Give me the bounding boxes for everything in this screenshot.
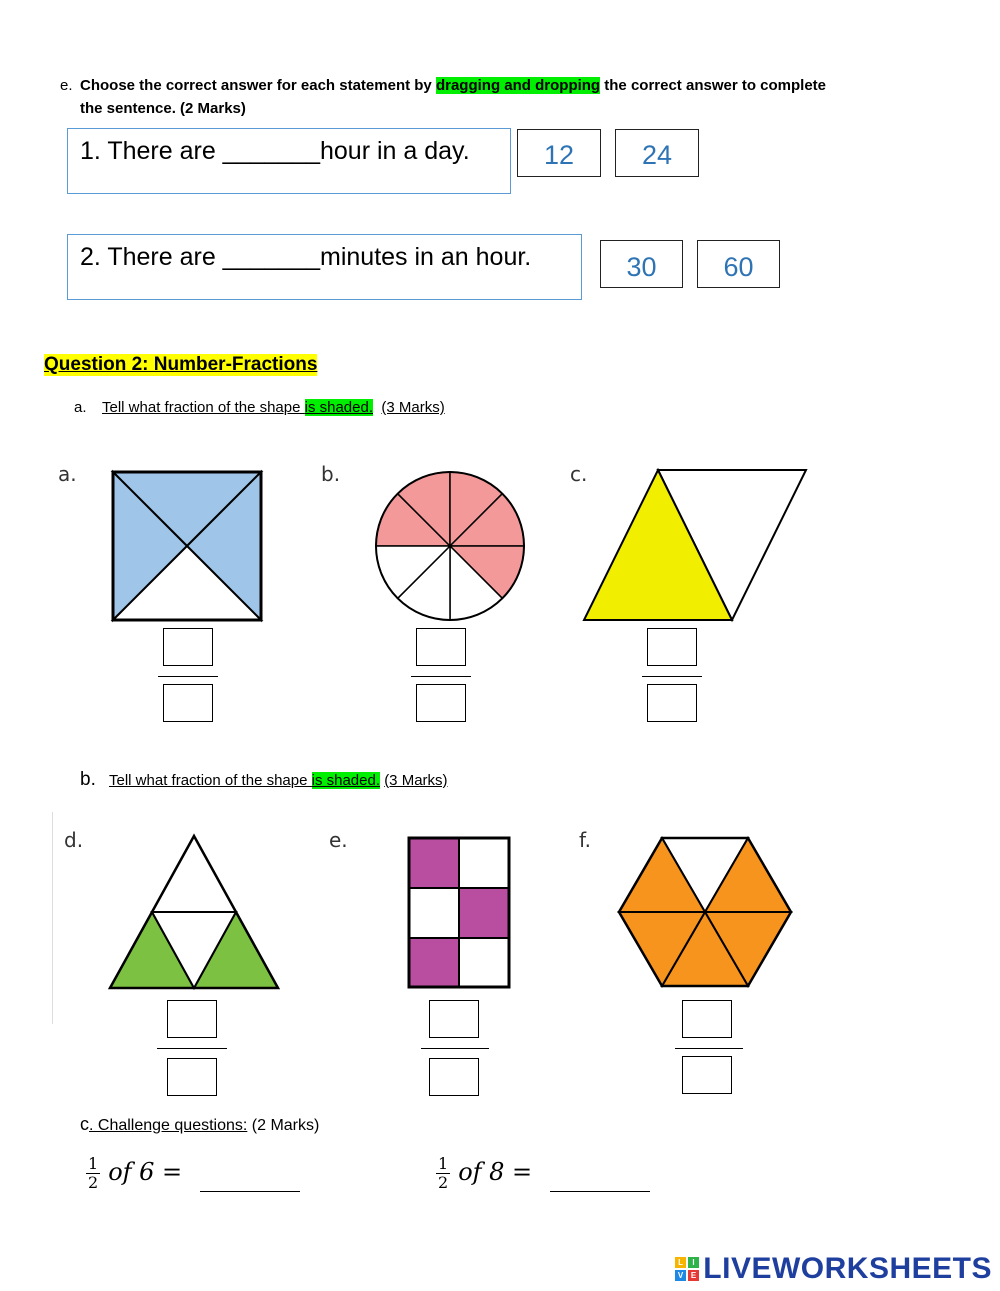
instruction-text: Choose the correct answer for each statement by bbox=[80, 77, 436, 94]
subquestion-b-marks: (3 Marks) bbox=[384, 772, 448, 789]
challenge-2 bbox=[436, 1155, 650, 1192]
shape-label-d: d. bbox=[64, 828, 84, 852]
denominator-input-e[interactable] bbox=[429, 1058, 479, 1096]
choice-12[interactable]: 12 bbox=[517, 129, 601, 177]
denominator-input-a[interactable] bbox=[163, 684, 213, 722]
instruction-highlight: dragging and dropping bbox=[435, 77, 601, 94]
subquestion-a-letter: a. bbox=[74, 399, 87, 416]
logo-cube-v: V bbox=[675, 1270, 686, 1281]
shaded-green-triangle-shape bbox=[106, 833, 282, 991]
statement-1-dropzone[interactable] bbox=[67, 128, 511, 194]
fraction-bar-a bbox=[158, 676, 218, 677]
choice-24[interactable]: 24 bbox=[615, 129, 699, 177]
instruction-line2: the sentence. (2 Marks) bbox=[80, 100, 246, 117]
challenge-2-denominator: 2 bbox=[438, 1173, 449, 1192]
challenge-1-expression: of 6 = bbox=[108, 1158, 183, 1186]
statement-1-text: 1. There are _______hour in a day. bbox=[80, 137, 470, 165]
challenge-2-answer-blank[interactable] bbox=[550, 1171, 650, 1192]
fraction-bar-e bbox=[421, 1048, 489, 1049]
shape-label-a: a. bbox=[58, 462, 77, 486]
subquestion-b bbox=[80, 769, 448, 791]
logo-cube-e: E bbox=[688, 1270, 699, 1281]
choice-60[interactable]: 60 bbox=[697, 240, 780, 288]
fraction-bar-d bbox=[157, 1048, 227, 1049]
shaded-circle-shape bbox=[373, 469, 527, 623]
subquestion-b-highlight: is shaded. bbox=[311, 772, 381, 789]
instruction-e bbox=[60, 74, 880, 120]
shaded-grid-shape bbox=[406, 835, 512, 990]
logo-cube-l: L bbox=[675, 1257, 686, 1268]
challenge-2-numerator: 1 bbox=[438, 1154, 449, 1173]
subquestion-c-label: . Challenge questions: bbox=[89, 1117, 248, 1134]
image-edge bbox=[52, 812, 53, 1024]
fraction-bar-b bbox=[411, 676, 471, 677]
challenge-1 bbox=[86, 1155, 300, 1192]
subquestion-c bbox=[80, 1114, 319, 1135]
choice-30[interactable]: 30 bbox=[600, 240, 683, 288]
subquestion-a-marks: (3 Marks) bbox=[381, 399, 445, 416]
shape-label-e: e. bbox=[329, 828, 348, 852]
challenge-2-expression: of 8 = bbox=[458, 1158, 533, 1186]
numerator-input-e[interactable] bbox=[429, 1000, 479, 1038]
denominator-input-b[interactable] bbox=[416, 684, 466, 722]
denominator-input-d[interactable] bbox=[167, 1058, 217, 1096]
shaded-triangle-shape bbox=[580, 466, 812, 626]
numerator-input-d[interactable] bbox=[167, 1000, 217, 1038]
challenge-1-denominator: 2 bbox=[88, 1173, 99, 1192]
statement-2-dropzone[interactable] bbox=[67, 234, 582, 300]
challenge-1-fraction bbox=[86, 1155, 100, 1192]
numerator-input-b[interactable] bbox=[416, 628, 466, 666]
statement-2-text: 2. There are _______minutes in an hour. bbox=[80, 243, 532, 271]
challenge-2-fraction bbox=[436, 1155, 450, 1192]
logo-text: LIVEWORKSHEETS bbox=[703, 1252, 992, 1285]
subquestion-b-text: Tell what fraction of the shape bbox=[109, 772, 312, 789]
shaded-square-shape bbox=[110, 469, 264, 623]
logo-cube-i: I bbox=[688, 1257, 699, 1268]
instruction-letter: e. bbox=[60, 77, 73, 94]
shaded-hexagon-shape bbox=[616, 834, 794, 990]
numerator-input-f[interactable] bbox=[682, 1000, 732, 1038]
challenge-1-numerator: 1 bbox=[88, 1154, 99, 1173]
subquestion-c-letter: c bbox=[80, 1114, 89, 1134]
denominator-input-c[interactable] bbox=[647, 684, 697, 722]
shape-label-f: f. bbox=[579, 828, 591, 852]
instruction-text-after: the correct answer to complete bbox=[600, 77, 827, 94]
subquestion-c-marks: (2 Marks) bbox=[251, 1117, 320, 1134]
shape-label-b: b. bbox=[321, 462, 341, 486]
challenge-1-answer-blank[interactable] bbox=[200, 1171, 300, 1192]
shape-label-c: c. bbox=[570, 462, 588, 486]
logo-cubes-icon bbox=[675, 1257, 699, 1281]
fraction-bar-c bbox=[642, 676, 702, 677]
numerator-input-c[interactable] bbox=[647, 628, 697, 666]
subquestion-a bbox=[74, 399, 445, 416]
liveworksheets-logo bbox=[675, 1252, 992, 1286]
subquestion-a-highlight: is shaded. bbox=[304, 399, 374, 416]
subquestion-a-text: Tell what fraction of the shape bbox=[102, 399, 305, 416]
denominator-input-f[interactable] bbox=[682, 1056, 732, 1094]
fraction-bar-f bbox=[675, 1048, 743, 1049]
subquestion-b-letter: b. bbox=[80, 769, 96, 790]
question-2-title: Question 2: Number-Fractions bbox=[44, 354, 318, 375]
numerator-input-a[interactable] bbox=[163, 628, 213, 666]
